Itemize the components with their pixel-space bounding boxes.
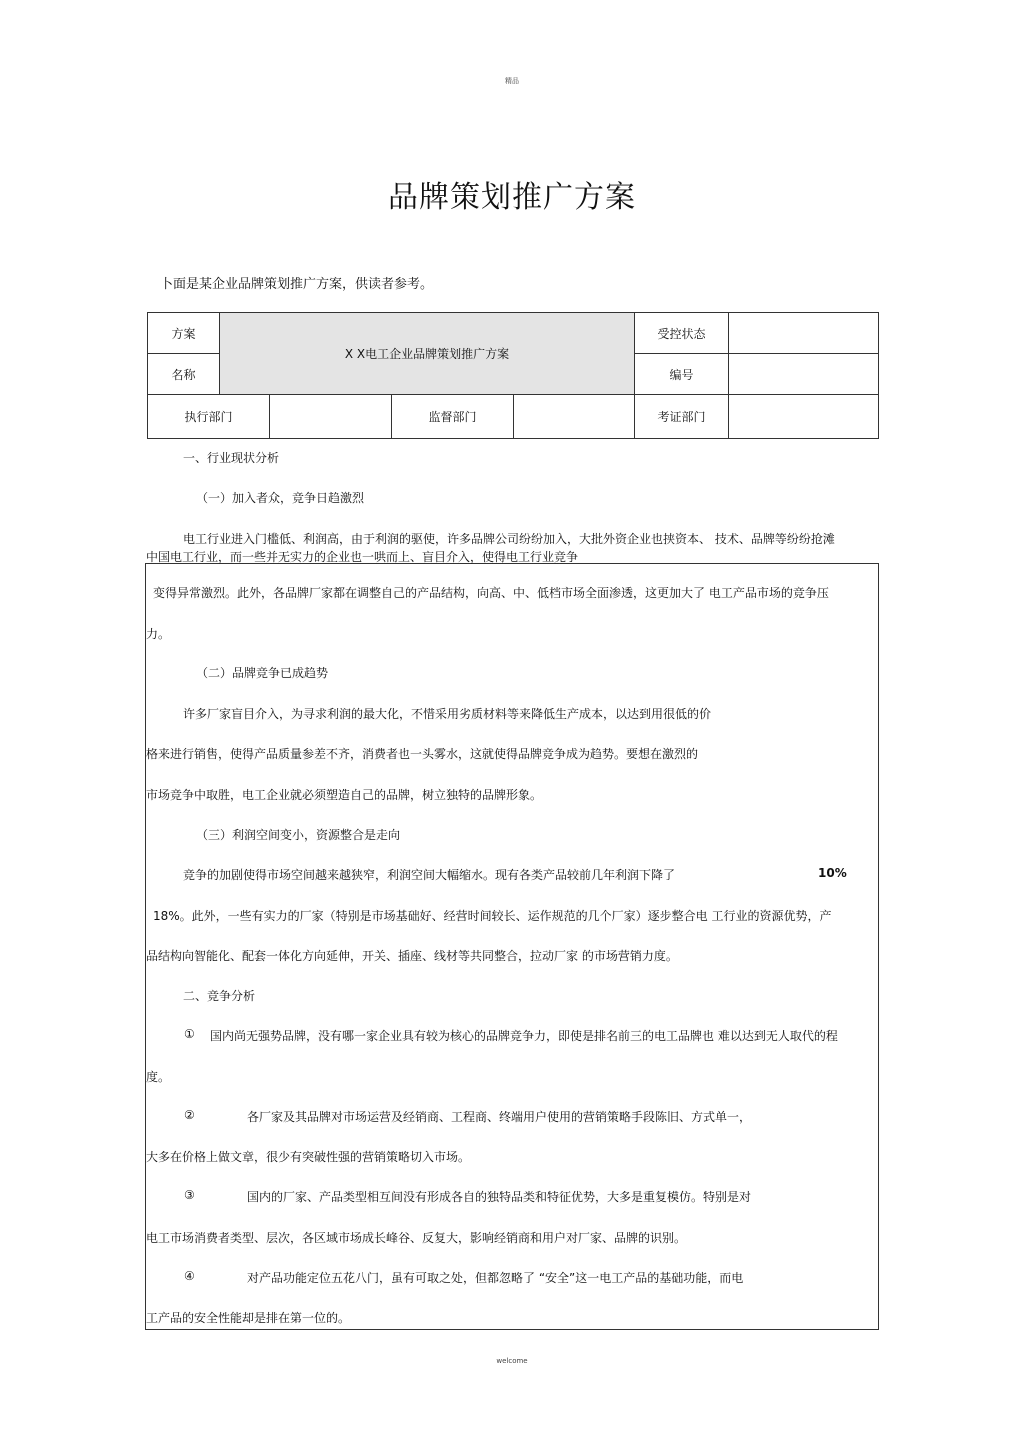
list-number: ① bbox=[184, 1027, 195, 1041]
plan-label-cell bbox=[148, 313, 220, 354]
paragraph-line: 市场竞争中取胜，电工企业就必须塑造自己的品牌，树立独特的品牌形象。 bbox=[146, 788, 543, 802]
plan-name-cell bbox=[220, 313, 635, 395]
verify-dept-label-cell bbox=[635, 395, 729, 439]
section-heading-1: 一、行业现状分析 bbox=[183, 451, 280, 465]
supervise-dept-value-cell bbox=[514, 395, 635, 439]
exec-dept-label-cell bbox=[148, 395, 270, 439]
exec-dept-value-cell bbox=[270, 395, 392, 439]
footer-mark: welcome bbox=[496, 1357, 528, 1365]
supervise-dept-label: 监督部门 bbox=[428, 410, 477, 424]
subsection-heading-1-1: （一）加入者众，竞争日趋激烈 bbox=[196, 491, 365, 505]
paragraph-line: 变得异常激烈。此外，各品牌厂家都在调整自己的产品结构，向高、中、低档市场全面渗透，这更加大了 电工产品市场的竞争压 bbox=[153, 586, 829, 600]
paragraph-line: 国内的厂家、产品类型相互间没有形成各自的独特品类和特征优势，大多是重复模仿。特别是对 bbox=[247, 1190, 752, 1204]
header-mark: 精品 bbox=[505, 77, 519, 85]
plan-name: X X电工企业品牌策划推广方案 bbox=[344, 347, 510, 361]
list-number: ④ bbox=[184, 1269, 195, 1283]
section-heading-2: 二、竞争分析 bbox=[183, 989, 256, 1003]
paragraph-line: 18%。此外，一些有实力的厂家（特别是市场基础好、经营时间较长、运作规范的几个厂家）逐步整合电 工行业的资源优势，产 bbox=[153, 909, 832, 923]
status-value-cell bbox=[729, 313, 879, 354]
paragraph-line: 中国电工行业，而一些并无实力的企业也一哄而上、盲目介入，使得电工行业竞争 bbox=[146, 550, 579, 564]
paragraph-line: 电工市场消费者类型、层次，各区域市场成长峰谷、反复大，影响经销商和用户对厂家、品牌的识别。 bbox=[146, 1231, 687, 1245]
subsection-heading-1-3: （三）利润空间变小，资源整合是走向 bbox=[196, 828, 401, 842]
paragraph-line: 国内尚无强势品牌，没有哪一家企业具有较为核心的品牌竞争力，即使是排名前三的电工品牌也 难以达到无人取代的程 bbox=[210, 1029, 838, 1043]
supervise-dept-label-cell bbox=[392, 395, 514, 439]
paragraph-line: 力。 bbox=[146, 627, 171, 641]
paragraph-line: 对产品功能定位五花八门，虽有可取之处，但都忽略了 “安全”这一电工产品的基础功能，而电 bbox=[247, 1271, 744, 1285]
plan-label-bottom: 名称 bbox=[171, 367, 196, 382]
status-label-cell bbox=[635, 313, 729, 354]
number-label-cell bbox=[635, 354, 729, 395]
paragraph-line: 各厂家及其品牌对市场运营及经销商、工程商、终端用户使用的营销策略手段陈旧、方式单一， bbox=[247, 1110, 752, 1124]
paragraph-line: 大多在价格上做文章，很少有突破性强的营销策略切入市场。 bbox=[146, 1150, 471, 1164]
number-value-cell bbox=[729, 354, 879, 395]
list-number: ② bbox=[184, 1108, 195, 1122]
page-title: 品牌策划推广方案 bbox=[388, 180, 636, 215]
status-label: 受控状态 bbox=[657, 326, 706, 341]
paragraph-line: 品结构向智能化、配套一体化方向延伸，开关、插座、线材等共同整合，拉动厂家 的市场营销力度。 bbox=[146, 949, 678, 963]
paragraph-line: 格来进行销售，使得产品质量参差不齐，消费者也一头雾水，这就使得品牌竞争成为趋势。要想在激烈的 bbox=[146, 747, 699, 761]
paragraph-line: 工产品的安全性能却是排在第一位的。 bbox=[146, 1311, 351, 1325]
verify-dept-value-cell bbox=[729, 395, 879, 439]
list-number: ③ bbox=[184, 1188, 195, 1202]
paragraph-line: 电工行业进入门槛低、利润高，由于利润的驱使，许多品牌公司纷纷加入，大批外资企业也挟资本、 技术、品牌等纷纷抢滩 bbox=[183, 532, 835, 546]
plan-label-top: 方案 bbox=[171, 326, 196, 341]
verify-dept-label: 考证部门 bbox=[657, 410, 706, 424]
paragraph-line: 度。 bbox=[146, 1070, 171, 1084]
exec-dept-label: 执行部门 bbox=[184, 410, 233, 424]
percent-value: 10% bbox=[818, 866, 847, 880]
number-label: 编号 bbox=[669, 367, 694, 382]
paragraph-line: 竞争的加剧使得市场空间越来越狭窄，利润空间大幅缩水。现有各类产品较前几年利润下降了 bbox=[183, 868, 676, 882]
plan-label-cell-2 bbox=[148, 354, 220, 395]
plan-info-table bbox=[147, 312, 879, 439]
subsection-heading-1-2: （二）品牌竞争已成趋势 bbox=[196, 666, 329, 680]
paragraph-line: 许多厂家盲目介入，为寻求利润的最大化，不惜采用劣质材料等来降低生产成本，以达到用很低的价 bbox=[183, 707, 712, 721]
intro-text: 卜面是某企业品牌策划推广方案，供读者参考。 bbox=[160, 277, 434, 292]
